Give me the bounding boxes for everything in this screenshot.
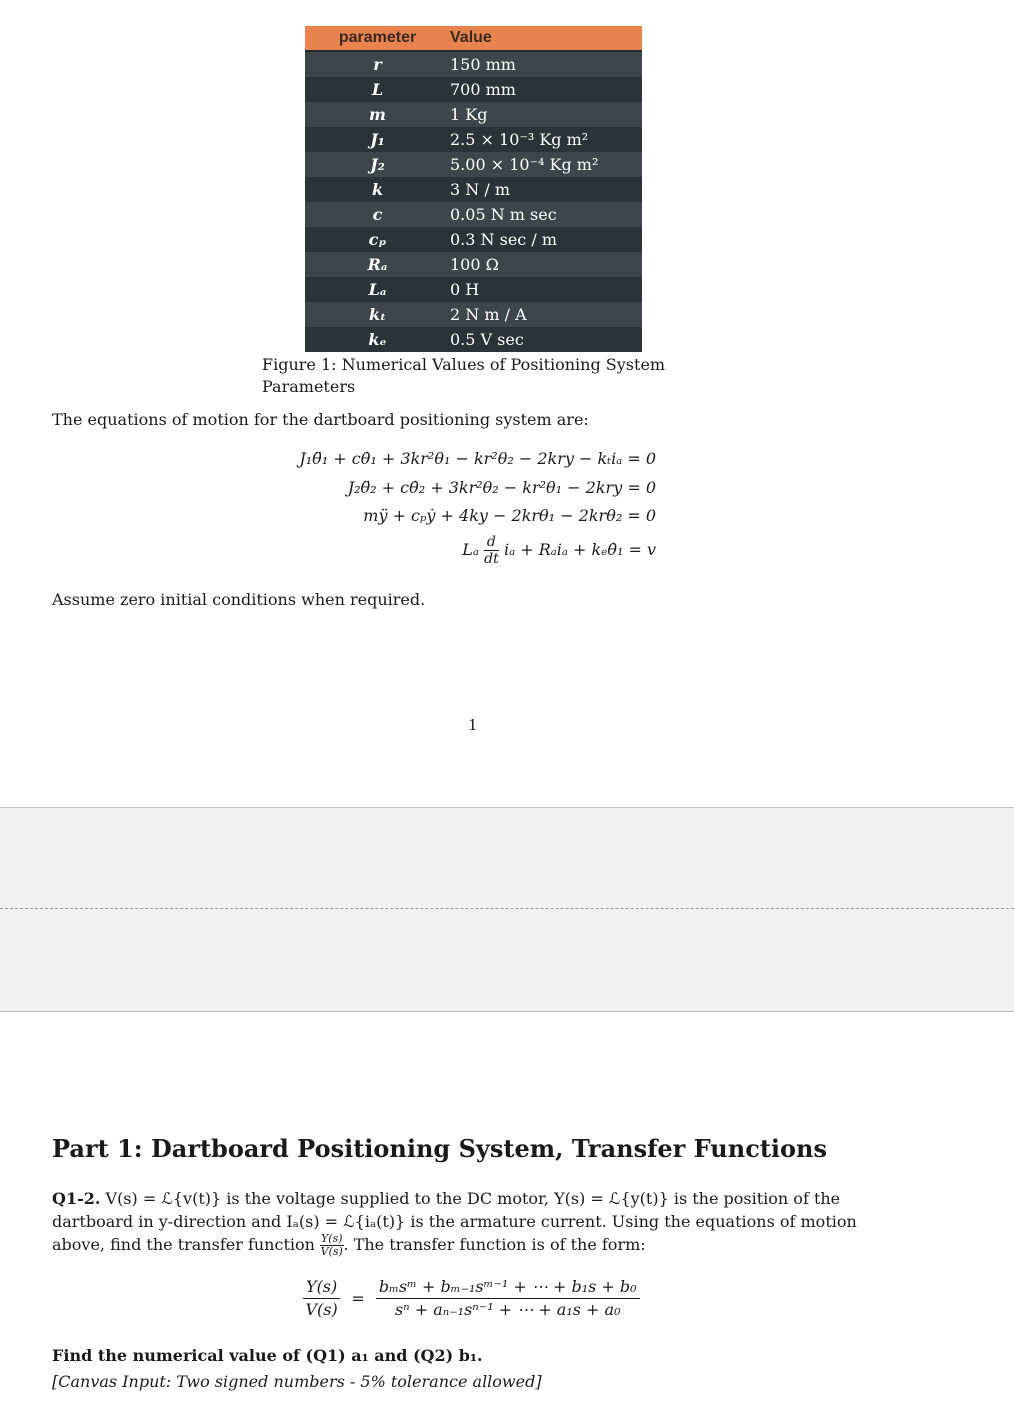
question-label: Q1-2.	[52, 1189, 101, 1208]
page-number: 1	[468, 716, 478, 734]
table-row	[305, 51, 642, 77]
table-row	[305, 152, 642, 177]
eq4-frac-den: dt	[484, 551, 499, 567]
param-cell: J₁	[305, 127, 450, 152]
tf-lhs-den: V(s)	[305, 1300, 338, 1319]
param-cell: Lₐ	[305, 277, 450, 302]
page-break-line	[0, 908, 1014, 909]
table-row	[305, 302, 642, 327]
inline-frac-den: V(s)	[320, 1245, 343, 1258]
value-cell: 3 N / m	[450, 177, 642, 202]
table-row	[305, 77, 642, 102]
value-cell: 0.5 V sec	[450, 327, 642, 352]
table-row	[305, 277, 642, 302]
equation-4	[462, 534, 656, 567]
find-text: Find the numerical value of (Q1) a₁ and (Q2) b₁.	[52, 1346, 483, 1365]
canvas-input-note: [Canvas Input: Two signed numbers - 5% tolerance allowed]	[52, 1372, 542, 1391]
table-row	[305, 327, 642, 352]
table-row	[305, 127, 642, 152]
header-parameter: parameter	[305, 26, 450, 51]
page-break-band	[0, 807, 1014, 1012]
param-cell: m	[305, 102, 450, 127]
eq4-frac-num: d	[484, 534, 499, 551]
value-cell: 2.5 × 10⁻³ Kg m²	[450, 127, 642, 152]
eq4-left: Lₐ	[462, 540, 479, 559]
figure-caption: Figure 1: Numerical Values of Positioning System Parameters	[262, 355, 666, 396]
param-cell: k	[305, 177, 450, 202]
question-text	[52, 1187, 902, 1258]
tf-rhs	[376, 1276, 640, 1321]
parameter-table	[305, 26, 642, 352]
intro-text: The equations of motion for the dartboard positioning system are:	[52, 410, 589, 429]
inline-frac-num: Y(s)	[321, 1232, 343, 1245]
param-cell: cₚ	[305, 227, 450, 252]
table-header-row	[305, 26, 642, 51]
param-cell: kₑ	[305, 327, 450, 352]
value-cell: 0 H	[450, 277, 642, 302]
assume-text: Assume zero initial conditions when required.	[52, 590, 426, 609]
table-row	[305, 227, 642, 252]
equation-2: J₂θ̈₂ + cθ̇₂ + 3kr²θ₂ − kr²θ₁ − 2kry = 0	[347, 478, 656, 497]
value-cell: 700 mm	[450, 77, 642, 102]
value-cell: 100 Ω	[450, 252, 642, 277]
eq4-derivative	[484, 534, 499, 567]
param-cell: J₂	[305, 152, 450, 177]
tf-rhs-num: bₘsᵐ + bₘ₋₁sᵐ⁻¹ + ⋯ + b₁s + b₀	[376, 1276, 640, 1299]
table-row	[305, 252, 642, 277]
eq4-right: iₐ + Rₐiₐ + kₑθ̇₁ = v	[503, 540, 656, 559]
table-row	[305, 102, 642, 127]
part-heading: Part 1: Dartboard Positioning System, Transfer Functions	[52, 1134, 827, 1163]
table-row	[305, 177, 642, 202]
value-cell: 0.05 N m sec	[450, 202, 642, 227]
value-cell: 5.00 × 10⁻⁴ Kg m²	[450, 152, 642, 177]
table-row	[305, 202, 642, 227]
inline-fraction	[320, 1233, 344, 1258]
param-cell: L	[305, 77, 450, 102]
param-cell: Rₐ	[305, 252, 450, 277]
value-cell: 150 mm	[450, 51, 642, 77]
param-cell: kₜ	[305, 302, 450, 327]
param-cell: c	[305, 202, 450, 227]
value-cell: 0.3 N sec / m	[450, 227, 642, 252]
equation-3: mÿ + cₚẏ + 4ky − 2krθ₁ − 2krθ₂ = 0	[363, 506, 656, 525]
value-cell: 1 Kg	[450, 102, 642, 127]
value-cell: 2 N m / A	[450, 302, 642, 327]
tf-rhs-den: sⁿ + aₙ₋₁sⁿ⁻¹ + ⋯ + a₁s + a₀	[394, 1300, 621, 1319]
tf-lhs-num: Y(s)	[303, 1276, 340, 1299]
transfer-function	[303, 1276, 640, 1321]
question-body: V(s) = ℒ{v(t)} is the voltage supplied to the DC motor, Y(s) = ℒ{y(t)} is the position of the dartboard in y-direction and Iₐ(s) = ℒ{iₐ(t)} is the armature current. Using the equations of motion above, find the transfer function	[52, 1189, 857, 1254]
equation-1: J₁θ̈₁ + cθ̇₁ + 3kr²θ₁ − kr²θ₂ − 2kry − kₜiₐ = 0	[299, 449, 656, 468]
tf-lhs	[303, 1276, 340, 1321]
header-value: Value	[450, 26, 642, 51]
param-cell: r	[305, 51, 450, 77]
tf-equals: =	[351, 1289, 365, 1308]
question-body-end: . The transfer function is of the form:	[343, 1235, 646, 1254]
